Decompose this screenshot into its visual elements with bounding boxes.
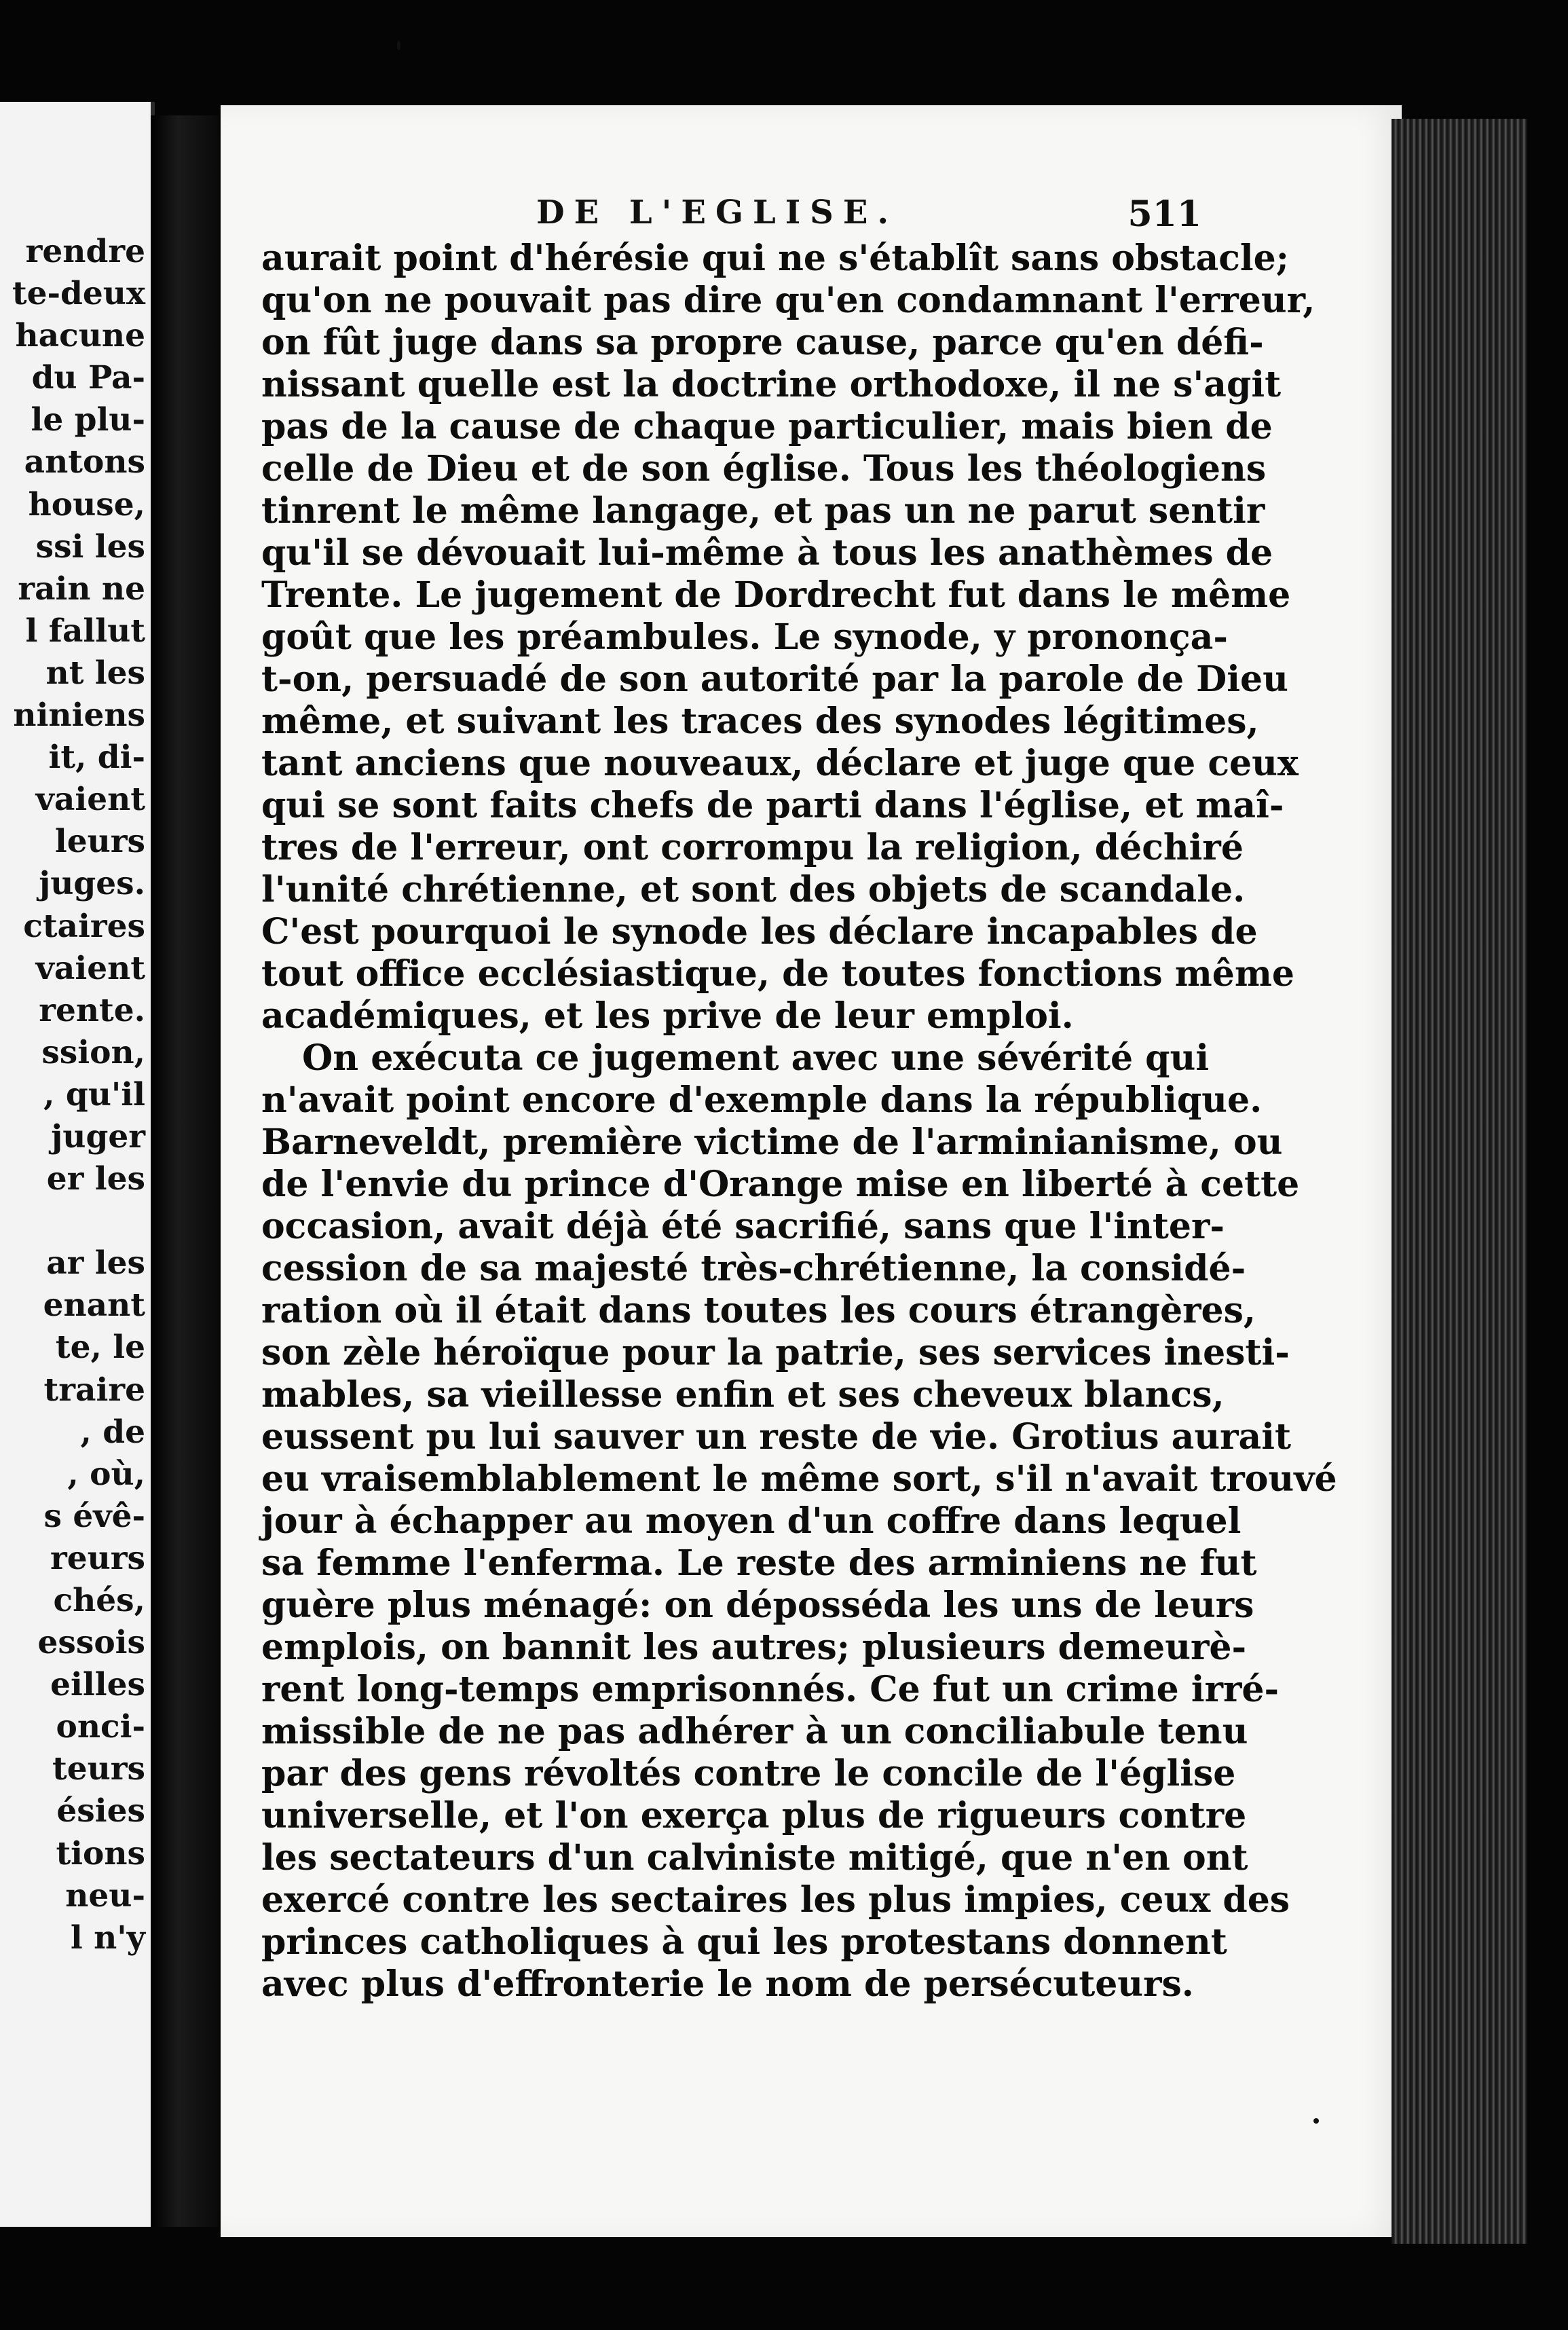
left-page-line: , de [80, 1413, 145, 1451]
text-line: tinrent le même langage, et pas un ne parut sentir [261, 490, 1265, 532]
left-page-line: onci- [56, 1708, 145, 1746]
left-page-line: reurs [50, 1539, 145, 1577]
text-line: les sectateurs d'un calviniste mitigé, que n'en ont [261, 1837, 1248, 1879]
text-line: universelle, et l'on exerça plus de rigueurs contre [261, 1795, 1247, 1836]
text-line: son zèle héroïque pour la patrie, ses services inesti- [261, 1332, 1290, 1373]
left-page-line: rain ne [18, 570, 145, 608]
left-page-line: neu- [65, 1876, 145, 1915]
left-page-line: niniens [13, 697, 145, 735]
page-header [312, 193, 1201, 241]
text-line: sa femme l'enferma. Le reste des arminiens ne fut [261, 1542, 1257, 1584]
text-line: de l'envie du prince d'Orange mise en liberté à cette [261, 1164, 1300, 1205]
left-page-line: tions [56, 1834, 145, 1872]
text-line: Barneveldt, première victime de l'arminianisme, ou [261, 1122, 1283, 1163]
text-line: tant anciens que nouveaux, déclare et juge que ceux [261, 743, 1299, 784]
left-page-line: ssion, [41, 1033, 145, 1071]
left-page-line: , où, [67, 1455, 145, 1493]
text-line: par des gens révoltés contre le concile de l'église [261, 1753, 1236, 1794]
left-page-line: vaient [35, 949, 145, 987]
page-number: 511 [1127, 193, 1201, 235]
left-page-line: l n'y [70, 1919, 145, 1957]
left-page-line: ar les [46, 1244, 145, 1282]
text-line: tres de l'erreur, ont corrompu la religion, déchiré [261, 827, 1244, 868]
text-line: qui se sont faits chefs de parti dans l'église, et maî- [261, 785, 1284, 826]
text-line: qu'on ne pouvait pas dire qu'en condamnant l'erreur, [261, 280, 1315, 321]
text-line: rent long-temps emprisonnés. Ce fut un crime irré- [261, 1669, 1280, 1710]
left-page-line: , qu'il [43, 1075, 145, 1113]
text-line: goût que les préambules. Le synode, y prononça- [261, 616, 1228, 658]
text-line: guère plus ménagé: on dépossédа les uns de leurs [261, 1585, 1254, 1626]
text-line: ration où il était dans toutes les cours étrangères, [261, 1290, 1256, 1331]
text-line: princes catholiques à qui les protestans donnent [261, 1921, 1227, 1963]
left-page-line: essois [37, 1624, 145, 1662]
left-page-line: hacune [15, 317, 145, 355]
text-line: emplois, on bannit les autres; plusieurs demeurè- [261, 1627, 1247, 1668]
text-line: On exécuta ce jugement avec une sévérité qui [302, 1037, 1210, 1079]
left-page-line: antons [24, 443, 145, 481]
left-page-line: chés, [53, 1582, 145, 1619]
text-line: t-on, persuadé de son autorité par la parole de Dieu [261, 659, 1288, 700]
left-page-line: traire [43, 1371, 145, 1409]
text-line: n'avait point encore d'exemple dans la république. [261, 1079, 1263, 1121]
left-page-line: ctaires [23, 907, 145, 945]
text-line: Trente. Le jugement de Dordrecht fut dans le même [261, 574, 1291, 616]
left-page-line: ésies [56, 1792, 145, 1830]
left-page-line: s évê- [43, 1497, 145, 1535]
text-line: académiques, et les prive de leur emploi. [261, 995, 1074, 1037]
left-page-line: du Pa- [31, 359, 145, 397]
left-page-line [12, 1200, 145, 1242]
left-page-line: nt les [45, 654, 145, 692]
left-page-line: rendre [25, 233, 145, 270]
running-head: DE L'EGLISE. [536, 193, 899, 232]
text-line: cession de sa majesté très-chrétienne, la considé- [261, 1248, 1246, 1289]
left-page-line: le plu- [31, 401, 145, 439]
ink-speck [1313, 2118, 1319, 2124]
left-page [0, 102, 155, 2227]
page-edges [1392, 119, 1527, 2244]
text-line: mables, sa vieillesse enfin et ses cheveux blancs, [261, 1374, 1225, 1416]
text-line: exercé contre les sectaires les plus impies, ceux des [261, 1879, 1290, 1921]
left-page-line: enant [43, 1287, 145, 1325]
left-page-line: rente. [39, 991, 145, 1029]
text-line: même, et suivant les traces des synodes légitimes, [261, 701, 1259, 742]
left-page-line: juger [51, 1117, 145, 1155]
left-page-line: l fallut [25, 612, 145, 650]
text-line: eussent pu lui sauver un reste de vie. Grotius aurait [261, 1416, 1292, 1458]
text-line: avec plus d'effronterie le nom de persécuteurs. [261, 1963, 1194, 2005]
body-text [261, 238, 1337, 2005]
left-page-line: eilles [50, 1666, 145, 1704]
left-page-line: te, le [55, 1329, 145, 1367]
text-line: l'unité chrétienne, et sont des objets de scandale. [261, 869, 1246, 910]
ink-speck [397, 41, 400, 50]
left-page-line: house, [28, 485, 145, 523]
text-line: jour à échapper au moyen d'un coffre dans lequel [261, 1500, 1242, 1542]
text-line: eu vraisemblablement le même sort, s'il n'avait trouvé [261, 1458, 1337, 1500]
text-line: C'est pourquoi le synode les déclare incapables de [261, 911, 1258, 953]
left-page-line: leurs [54, 823, 145, 861]
left-page-line: juges. [39, 865, 145, 903]
left-page-line: vaient [35, 781, 145, 819]
book-gutter [151, 115, 219, 2227]
left-page-line: it, di- [48, 739, 145, 777]
left-page-text [12, 231, 145, 1959]
text-line: aurait point d'hérésie qui ne s'établît sans obstacle; [261, 238, 1289, 279]
left-page-line: er les [46, 1160, 145, 1198]
text-line: qu'il se dévouait lui-même à tous les anathèmes de [261, 532, 1273, 574]
text-line: occasion, avait déjà été sacrifié, sans que l'inter- [261, 1206, 1225, 1247]
text-line: nissant quelle est la doctrine orthodoxe, il ne s'agit [261, 364, 1282, 405]
text-line: on fût juge dans sa propre cause, parce qu'en défi- [261, 322, 1264, 363]
text-line: pas de la cause de chaque particulier, mais bien de [261, 406, 1273, 447]
text-line: celle de Dieu et de son église. Tous les théologiens [261, 448, 1267, 489]
text-line: missible de ne pas adhérer à un conciliabule tenu [261, 1711, 1248, 1752]
left-page-line: teurs [52, 1750, 145, 1788]
text-line: tout office ecclésiastique, de toutes fonctions même [261, 953, 1294, 995]
left-page-line: te-deux [12, 275, 145, 313]
left-page-line: ssi les [35, 528, 145, 566]
